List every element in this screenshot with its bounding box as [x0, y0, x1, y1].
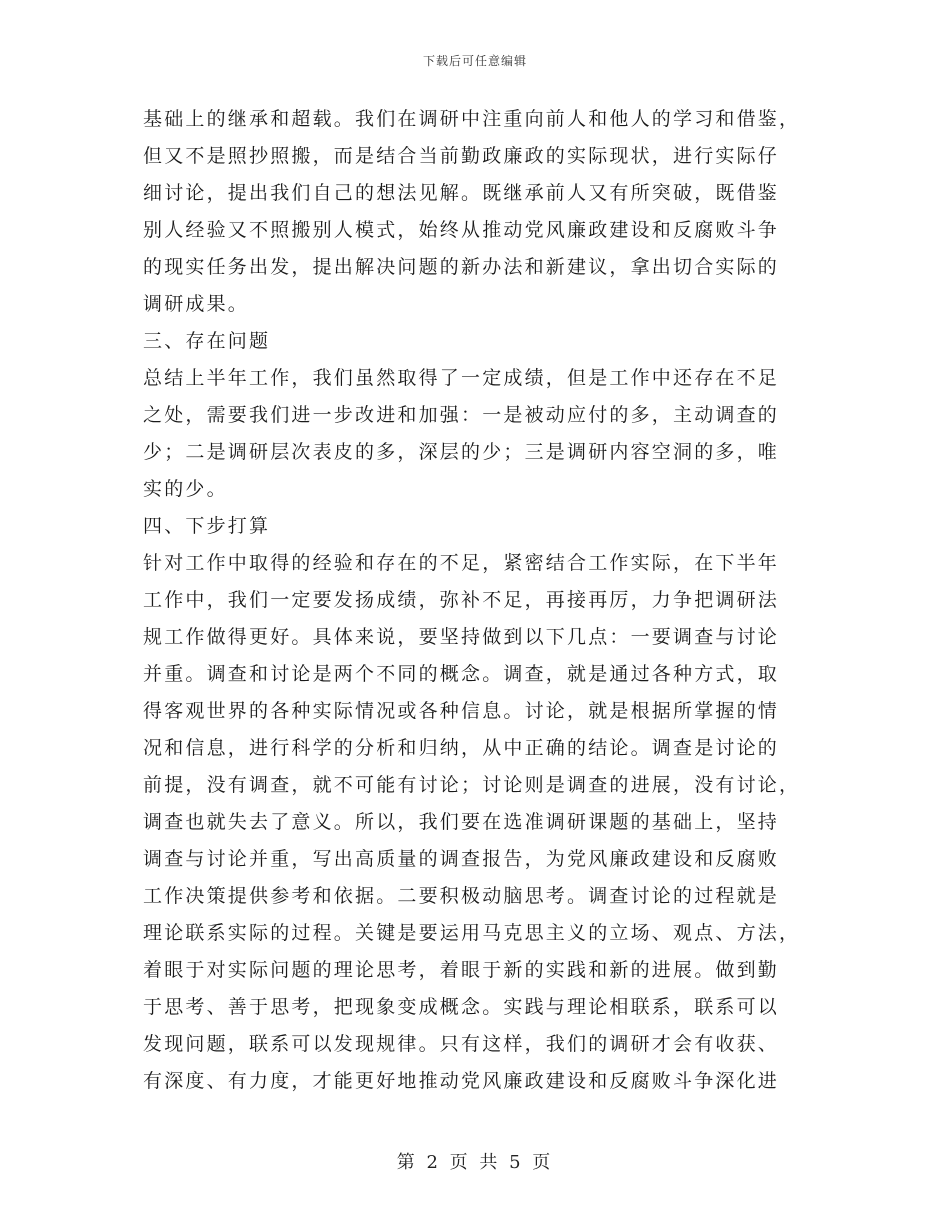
text-line: 实的少。: [143, 478, 228, 500]
text-line: 于思考、善于思考，把现象变成概念。实践与理论相联系，联系可以: [143, 996, 780, 1018]
text-line: 调查也就失去了意义。所以，我们要在选准调研课题的基础上，坚持: [143, 811, 780, 833]
text-line: 有深度、有力度，才能更好地推动党风廉政建设和反腐败斗争深化进: [143, 1070, 780, 1092]
text-line: 理论联系实际的过程。关键是要运用马克思主义的立场、观点、方法，: [143, 922, 801, 944]
text-line: 得客观世界的各种实际情况或各种信息。讨论，就是根据所掌握的情: [143, 700, 780, 722]
text-line: 工作决策提供参考和依据。二要积极动脑思考。调查讨论的过程就是: [143, 885, 780, 907]
text-line: 着眼于对实际问题的理论思考，着眼于新的实践和新的进展。做到勤: [143, 959, 780, 981]
section-heading: 三、存在问题: [143, 330, 271, 352]
text-line: 前提，没有调查，就不可能有讨论；讨论则是调查的进展，没有讨论，: [143, 774, 801, 796]
text-line: 别人经验又不照搬别人模式，始终从推动党风廉政建设和反腐败斗争: [143, 219, 780, 241]
text-line: 并重。调查和讨论是两个不同的概念。调查，就是通过各种方式，取: [143, 663, 780, 685]
text-line: 发现问题，联系可以发现规律。只有这样，我们的调研才会有收获、: [143, 1033, 780, 1055]
section-heading: 四、下步打算: [143, 515, 271, 537]
text-line: 之处，需要我们进一步改进和加强：一是被动应付的多，主动调查的: [143, 404, 780, 426]
text-line: 少；二是调研层次表皮的多，深层的少；三是调研内容空洞的多，唯: [143, 441, 780, 463]
text-line: 的现实任务出发，提出解决问题的新办法和新建议，拿出切合实际的: [143, 256, 780, 278]
body-text: [143, 101, 803, 1100]
text-line: 针对工作中取得的经验和存在的不足，紧密结合工作实际，在下半年: [143, 552, 780, 574]
page-footer: 第 2 页 共 5 页: [396, 1152, 554, 1173]
text-line: 细讨论，提出我们自己的想法见解。既继承前人又有所突破，既借鉴: [143, 182, 780, 204]
text-line: 调查与讨论并重，写出高质量的调查报告，为党风廉政建设和反腐败: [143, 848, 780, 870]
text-line: 基础上的继承和超载。我们在调研中注重向前人和他人的学习和借鉴，: [143, 108, 801, 130]
text-line: 总结上半年工作，我们虽然取得了一定成绩，但是工作中还存在不足: [143, 367, 780, 389]
text-line: 况和信息，进行科学的分析和归纳，从中正确的结论。调查是讨论的: [143, 737, 780, 759]
text-line: 规工作做得更好。具体来说，要坚持做到以下几点：一要调查与讨论: [143, 626, 780, 648]
text-line: 但又不是照抄照搬，而是结合当前勤政廉政的实际现状，进行实际仔: [143, 145, 780, 167]
text-line: 工作中，我们一定要发扬成绩，弥补不足，再接再厉，力争把调研法: [143, 589, 780, 611]
page-header: 下载后可任意编辑: [422, 54, 527, 68]
text-line: 调研成果。: [143, 293, 250, 315]
